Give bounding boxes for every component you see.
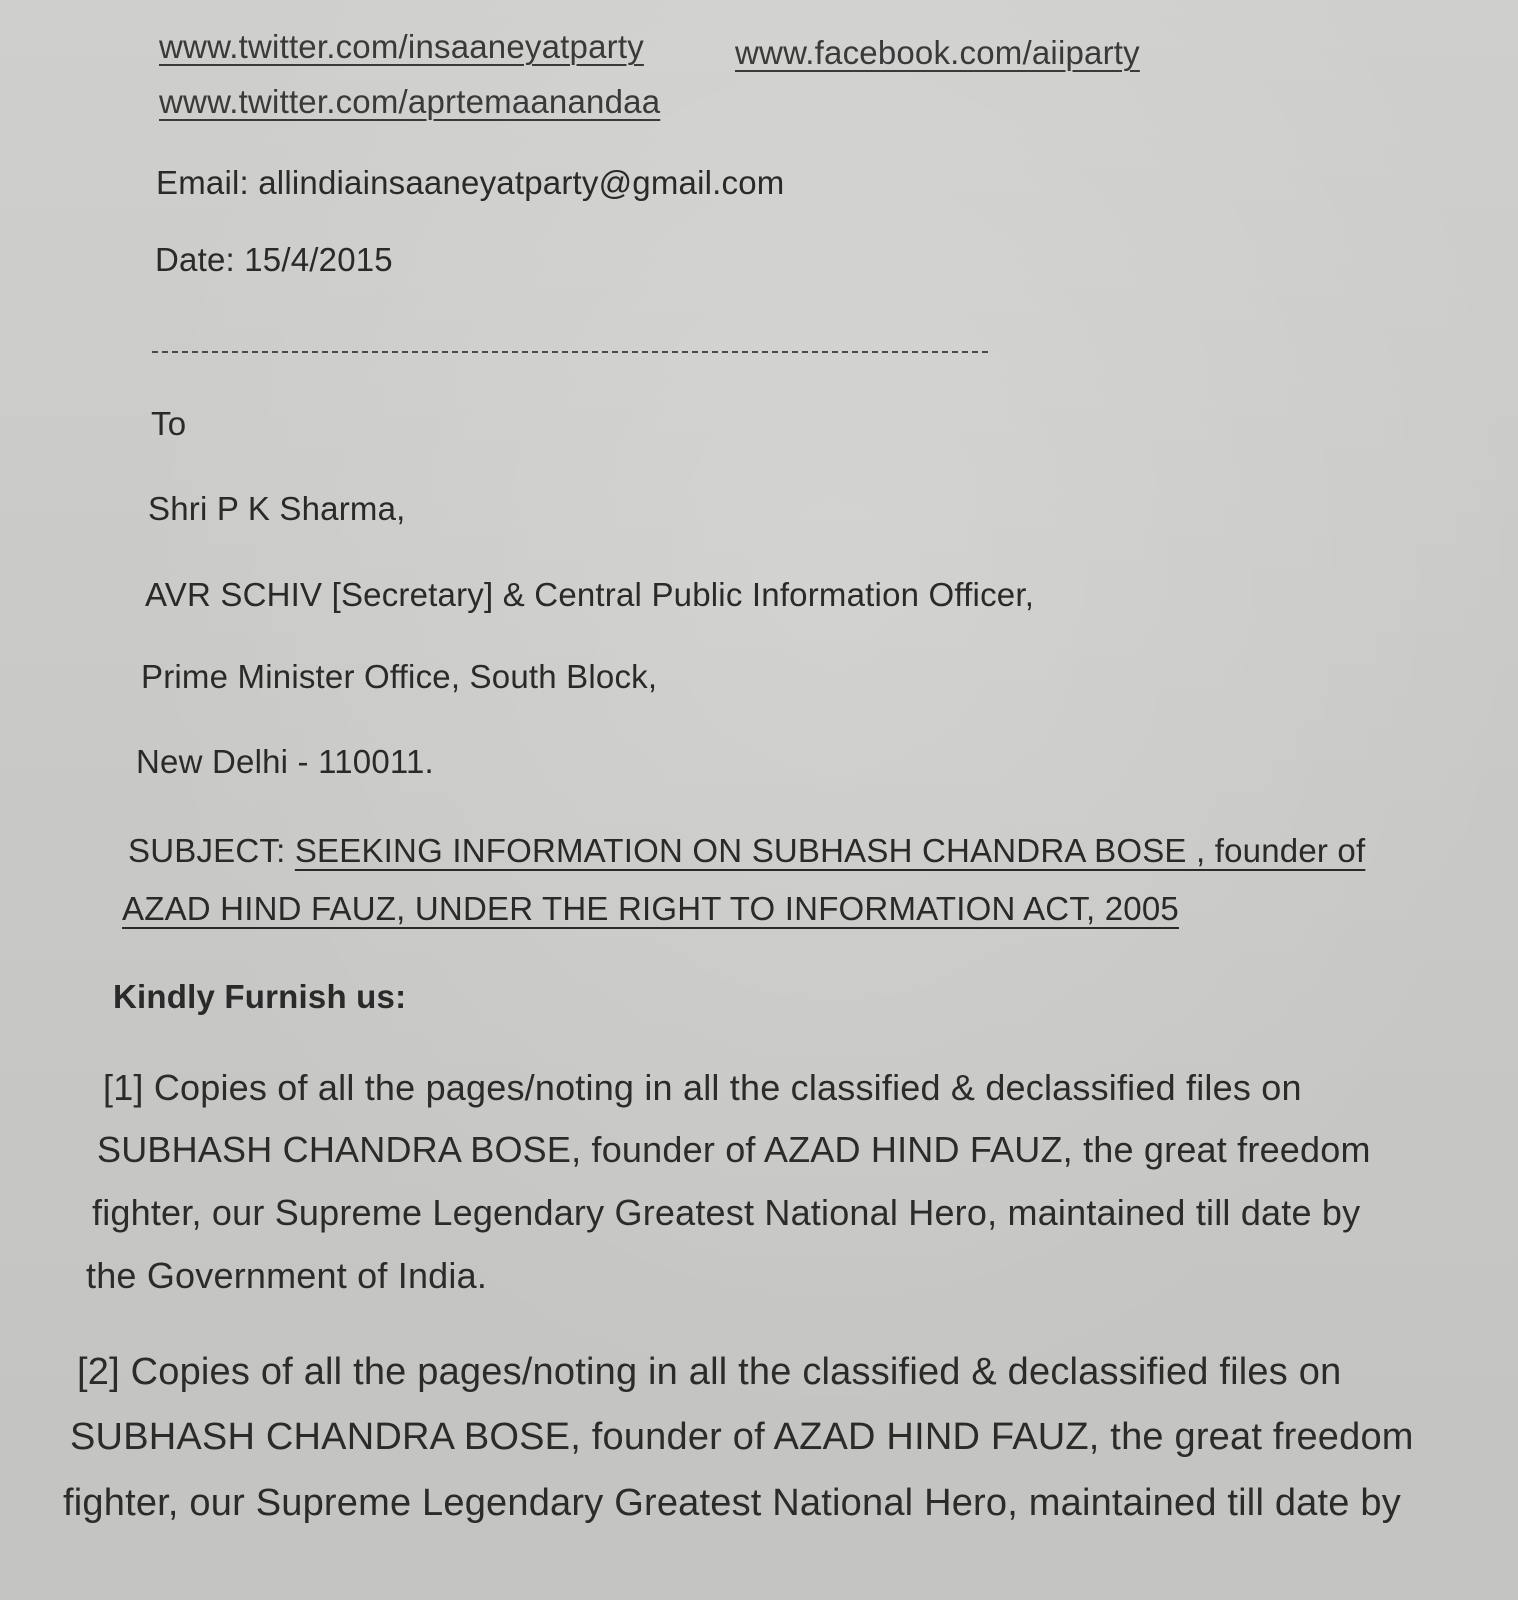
twitter-insaaneyat-link[interactable]: www.twitter.com/insaaneyatparty — [159, 28, 644, 65]
recipient-office: Prime Minister Office, South Block, — [141, 658, 658, 695]
date-line: Date: 15/4/2015 — [155, 241, 393, 278]
recipient-designation: AVR SCHIV [Secretary] & Central Public Information Officer, — [145, 576, 1035, 613]
recipient-city: New Delhi - 110011. — [136, 743, 434, 780]
body-heading: Kindly Furnish us: — [113, 978, 407, 1015]
item-1-line-2: SUBHASH CHANDRA BOSE, founder of AZAD HIND FAUZ, the great freedom — [97, 1129, 1371, 1170]
item-2-line-3: fighter, our Supreme Legendary Greatest National Hero, maintained till date by — [63, 1482, 1401, 1524]
facebook-aiiparty-link[interactable]: www.facebook.com/aiiparty — [735, 34, 1140, 71]
email-line: Email: allindiainsaaneyatparty@gmail.com — [156, 164, 785, 201]
to-label: To — [151, 405, 187, 442]
recipient-name: Shri P K Sharma, — [148, 490, 406, 527]
separator-rule — [152, 351, 988, 353]
item-2-line-2: SUBHASH CHANDRA BOSE, founder of AZAD HIND FAUZ, the great freedom — [70, 1416, 1414, 1458]
subject-label: SUBJECT: — [128, 832, 286, 869]
item-2-line-1: [2] Copies of all the pages/noting in all the classified & declassified files on — [77, 1351, 1342, 1393]
twitter-aprtemaanandaa-link[interactable]: www.twitter.com/aprtemaanandaa — [159, 83, 661, 120]
item-1-line-4: the Government of India. — [86, 1255, 488, 1296]
subject-line-1 — [128, 834, 1365, 867]
item-1-line-1: [1] Copies of all the pages/noting in all the classified & declassified files on — [103, 1067, 1302, 1108]
item-1-line-3: fighter, our Supreme Legendary Greatest National Hero, maintained till date by — [92, 1192, 1361, 1233]
subject-text-1: SEEKING INFORMATION ON SUBHASH CHANDRA BOSE , founder of — [294, 832, 1366, 869]
subject-text-2: AZAD HIND FAUZ, UNDER THE RIGHT TO INFORMATION ACT, 2005 — [122, 890, 1179, 927]
